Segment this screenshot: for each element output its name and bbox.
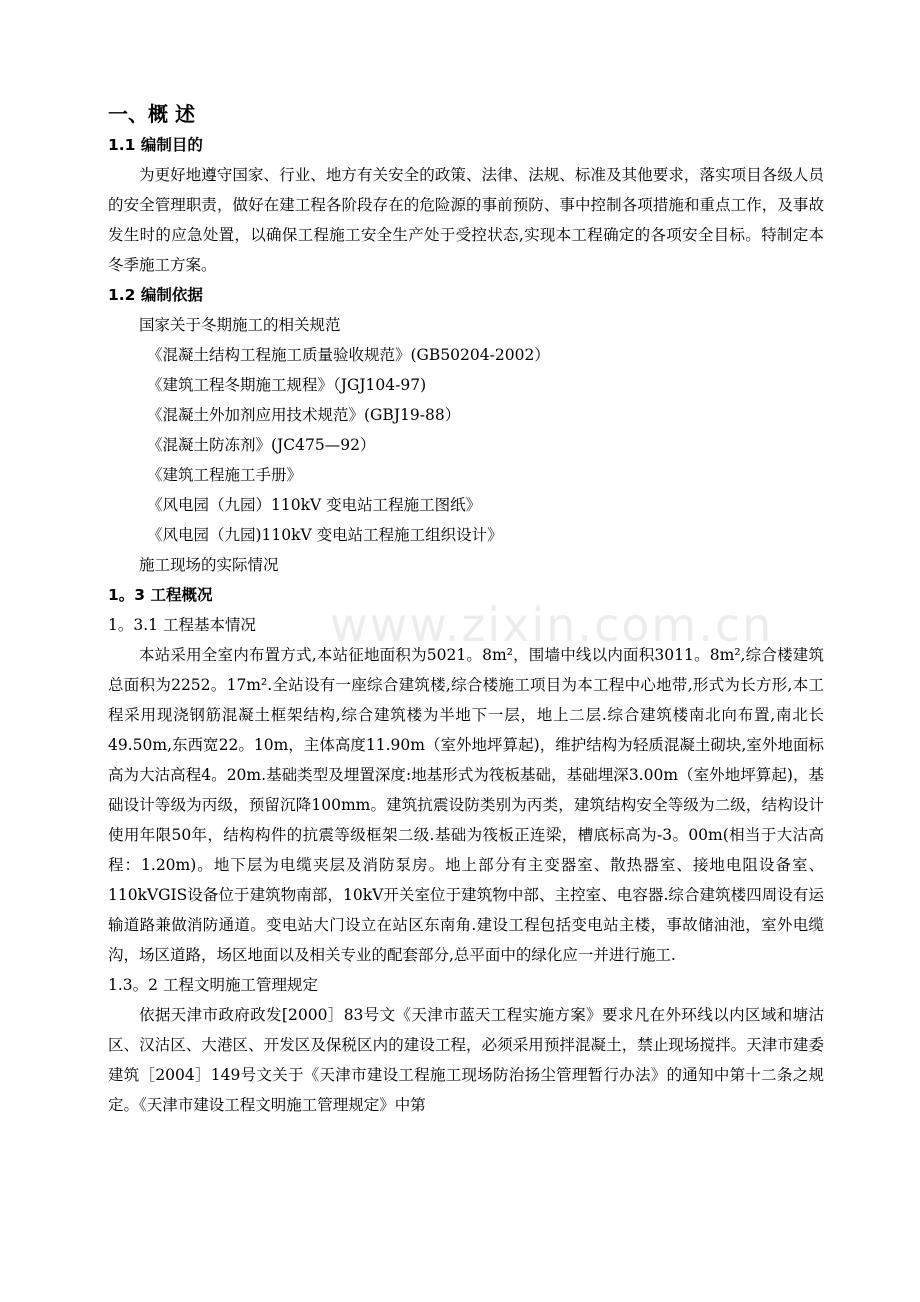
heading-project-overview: 1。3 工程概况 [108,586,213,604]
paragraph-basic-info: 本站采用全室内布置方式,本站征地面积为5021。8m²，围墙中线以内面积3011。8m²,综合楼建筑总面积为2252。17m².全站设有一座综合建筑楼,综合楼施工项目为本工程中心地带,形式为长方形,本工程采用现浇钢筋混凝土框架结构,综合建筑楼为半地下一层，地上二层.综合建筑楼南北向布置,南北长49.50m,东西宽22。10m，主体高度11.90m（室外地坪算起)，维护结构为轻质混凝土砌块,室外地面标高为大沽高程4。20m.基础类型及埋置深度:地基形式为筏板基础，基础埋深3.00m（室外地坪算起)，基础设计等级为丙级，预留沉降100mm。建筑抗震设防类别为丙类，建筑结构安全等级为二级，结构设计使用年限50年，结构构件的抗震等级框架二级.基础为筏板正连梁，槽底标高为-3。00m(相当于大沽高程：1.20m)。地下层为电缆夹层及消防泵房。地上部分有主变器室、散热器室、接地电阻设备室、110kVGIS设备位于建筑物南部，10kV开关室位于建筑物中部、主控室、电容器.综合建筑楼四周设有运输道路兼做消防通道。变电站大门设立在站区东南角.建设工程包括变电站主楼，事故储油池，室外电缆沟，场区道路，场区地面以及相关专业的配套部分,总平面中的绿化应一并进行施工. [108,646,824,964]
paragraph-civilized-construction: 依据天津市政府政发[2000］83号文《天津市蓝天工程实施方案》要求凡在外环线以内区域和塘沽区、汉沽区、大港区、开发区及保税区内的建设工程，必须采用预拌混凝土，禁止现场搅拌。天津市建委建筑［2004］149号文关于《天津市建设工程施工现场防治扬尘管理暂行办法》的通知中第十二条之规定。《天津市建设工程文明施工管理规定》中第 [108,1006,824,1114]
heading-purpose: 1.1 编制目的 [108,136,203,154]
heading-basis: 1.2 编制依据 [108,286,203,304]
document-page [108,98,824,1120]
basis-item: 《建筑工程冬期施工规程》（JGJ104-97) [147,376,427,394]
basis-item: 《风电园（九园)110kV 变电站工程施工组织设计》 [147,526,503,544]
basis-item: 《混凝土防冻剂》(JC475—92） [147,436,376,454]
watermark: www.zixin.com.cn [330,598,774,652]
basis-item: 《混凝土结构工程施工质量验收规范》(GB50204-2002） [147,346,550,364]
basis-item: 《建筑工程施工手册》 [147,466,303,484]
basis-item: 国家关于冬期施工的相关规范 [139,316,341,334]
heading-basic-info: 1。3.1 工程基本情况 [108,616,256,634]
basis-item: 《风电园（九园）110kV 变电站工程施工图纸》 [147,496,482,514]
basis-item: 施工现场的实际情况 [139,556,279,574]
paragraph-purpose: 为更好地遵守国家、行业、地方有关安全的政策、法律、法规、标准及其他要求，落实项目各级人员的安全管理职责，做好在建工程各阶段存在的危险源的事前预防、事中控制各项措施和重点工作，及事故发生时的应急处置，以确保工程施工安全生产处于受控状态,实现本工程确定的各项安全目标。特制定本冬季施工方案。 [108,166,824,274]
basis-item: 《混凝土外加剂应用技术规范》(GBJ19-88） [147,406,461,424]
heading-civilized-construction: 1.3。2 工程文明施工管理规定 [108,976,318,994]
section-title-overview: 一、概 述 [108,102,195,126]
